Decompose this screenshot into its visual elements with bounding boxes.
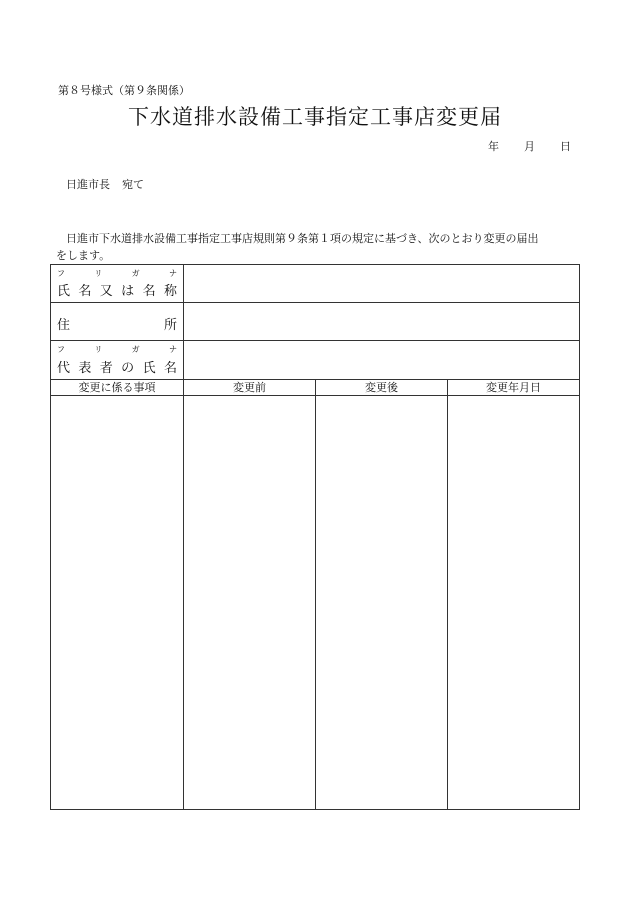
name-label-cell: [51, 265, 184, 302]
furigana-char: ナ: [168, 269, 177, 278]
representative-furigana: [57, 344, 177, 355]
form-number: 第８号様式（第９条関係）: [58, 84, 190, 97]
name-furigana: [57, 268, 177, 279]
name-row: [51, 265, 579, 303]
column-header-date: 変更年月日: [448, 380, 579, 396]
furigana-char: フ: [57, 269, 65, 278]
changes-table: [50, 380, 580, 810]
label-char: 代: [57, 361, 71, 376]
applicant-grid: [50, 264, 580, 380]
body-text: [56, 230, 580, 264]
label-char: 名: [142, 284, 156, 299]
addressee: [66, 176, 144, 192]
changes-column-item: [51, 380, 184, 809]
changes-column-date: [448, 380, 579, 809]
label-char: 住: [57, 318, 71, 333]
label-char: 又: [99, 284, 113, 299]
changes-after-field[interactable]: [316, 396, 447, 809]
addressee-name: 日進市長: [66, 178, 110, 191]
body-line-2: をします。: [56, 249, 111, 262]
changes-column-before: [184, 380, 316, 809]
label-char: 称: [163, 284, 177, 299]
furigana-char: フ: [57, 345, 65, 354]
representative-label: [57, 357, 177, 376]
label-char: の: [121, 361, 135, 376]
furigana-char: ガ: [131, 269, 140, 278]
address-label: [57, 314, 177, 333]
label-char: は: [121, 284, 135, 299]
furigana-char: リ: [94, 269, 103, 278]
page-title: 下水道排水設備工事指定工事店変更届: [128, 105, 502, 129]
changes-date-field[interactable]: [448, 396, 579, 809]
column-header-after: 変更後: [316, 380, 447, 396]
addressee-suffix: 宛て: [122, 178, 144, 191]
body-line-1: 日進市下水道排水設備工事指定工事店規則第９条第１項の規定に基づき、次のとおり変更の届出: [66, 232, 539, 245]
date-line: [488, 138, 571, 154]
label-char: 表: [78, 361, 92, 376]
label-char: 名: [163, 361, 177, 376]
furigana-char: ガ: [131, 345, 140, 354]
form-table: [50, 264, 580, 810]
furigana-char: ナ: [168, 345, 177, 354]
name-label: [57, 280, 177, 299]
changes-before-field[interactable]: [184, 396, 315, 809]
column-header-before: 変更前: [184, 380, 315, 396]
address-row: [51, 303, 579, 341]
address-field[interactable]: [184, 303, 579, 340]
label-char: 氏: [142, 361, 156, 376]
date-day-label: 日: [560, 140, 571, 153]
changes-column-after: [316, 380, 448, 809]
representative-field[interactable]: [184, 341, 579, 379]
address-label-cell: [51, 303, 184, 340]
name-field[interactable]: [184, 265, 579, 302]
representative-row: [51, 341, 579, 379]
changes-item-field[interactable]: [51, 396, 183, 809]
date-month-label: 月: [524, 140, 535, 153]
furigana-char: リ: [94, 345, 103, 354]
label-char: 名: [78, 284, 92, 299]
label-char: 者: [99, 361, 113, 376]
label-char: 氏: [57, 284, 71, 299]
column-header-item: 変更に係る事項: [51, 380, 183, 396]
date-year-label: 年: [488, 140, 499, 153]
representative-label-cell: [51, 341, 184, 379]
label-char: 所: [163, 318, 177, 333]
